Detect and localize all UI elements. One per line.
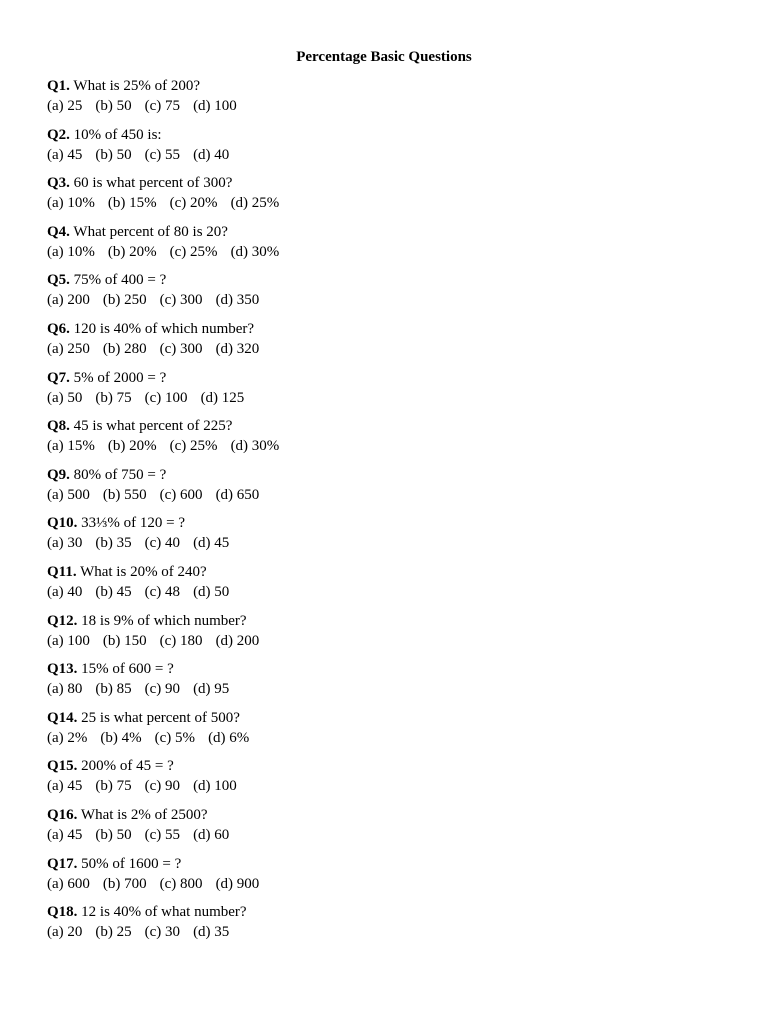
- question-item: [47, 270, 292, 319]
- answer-option: (b) 25: [95, 924, 132, 941]
- question-item: [47, 611, 292, 660]
- question-number: Q7.: [47, 369, 70, 386]
- question-item: [47, 222, 292, 271]
- question-line: [47, 854, 292, 874]
- answer-option: (c) 180: [159, 632, 203, 649]
- answer-option: (a) 500: [47, 486, 90, 503]
- answer-option: (c) 48: [144, 583, 181, 600]
- answer-option: (a) 45: [47, 146, 83, 163]
- answer-option: (c) 25%: [169, 243, 218, 260]
- answer-option: (c) 90: [144, 681, 181, 698]
- options-line: [47, 339, 292, 359]
- answer-option: (d) 35: [193, 924, 230, 941]
- answer-option: (c) 20%: [169, 195, 218, 212]
- question-line: [47, 416, 292, 436]
- question-number: Q6.: [47, 320, 70, 337]
- answer-option: (c) 300: [159, 340, 203, 357]
- answer-option: (d) 125: [200, 389, 245, 406]
- question-number: Q10.: [47, 515, 78, 532]
- answer-option: (a) 30: [47, 535, 83, 552]
- answer-option: (d) 30%: [230, 438, 280, 455]
- question-item: [47, 562, 292, 611]
- question-item: [47, 173, 292, 222]
- question-item: [47, 125, 292, 174]
- options-line: [47, 388, 292, 408]
- question-line: [47, 319, 292, 339]
- question-text: 33⅓% of 120 = ?: [81, 515, 186, 532]
- answer-option: (b) 150: [102, 632, 147, 649]
- question-item: [47, 368, 292, 417]
- answer-option: (a) 20: [47, 924, 83, 941]
- answer-option: (a) 40: [47, 583, 83, 600]
- answer-option: (d) 45: [193, 535, 230, 552]
- answer-option: (d) 6%: [208, 729, 250, 746]
- question-item: [47, 513, 292, 562]
- options-line: [47, 631, 292, 651]
- question-text: 45 is what percent of 225?: [73, 418, 233, 435]
- answer-option: (a) 100: [47, 632, 90, 649]
- answer-option: (b) 15%: [107, 195, 157, 212]
- answer-option: (d) 30%: [230, 243, 280, 260]
- question-number: Q17.: [47, 855, 78, 872]
- question-text: 75% of 400 = ?: [73, 272, 167, 289]
- answer-option: (a) 200: [47, 292, 90, 309]
- question-number: Q11.: [47, 563, 77, 580]
- page-title: Percentage Basic Questions: [296, 49, 472, 65]
- question-item: [47, 659, 292, 708]
- options-line: [47, 825, 292, 845]
- answer-option: (a) 10%: [47, 243, 95, 260]
- answer-option: (a) 25: [47, 98, 83, 114]
- question-text: 12 is 40% of what number?: [81, 904, 247, 921]
- question-number: Q13.: [47, 661, 78, 678]
- question-text: 18 is 9% of which number?: [81, 612, 247, 629]
- options-line: [47, 582, 292, 602]
- question-number: Q18.: [47, 904, 78, 921]
- question-text: 200% of 45 = ?: [81, 758, 174, 775]
- question-line: [47, 611, 292, 631]
- question-text: What is 20% of 240?: [80, 563, 207, 580]
- answer-option: (c) 5%: [154, 729, 196, 746]
- question-item: [47, 465, 292, 514]
- answer-option: (c) 40: [144, 535, 181, 552]
- question-text: 10% of 450 is:: [73, 126, 162, 143]
- question-line: [47, 465, 292, 485]
- question-line: [47, 76, 292, 96]
- options-line: [47, 145, 292, 165]
- options-line: [47, 290, 292, 310]
- question-text: 120 is 40% of which number?: [73, 320, 255, 337]
- question-text: 60 is what percent of 300?: [73, 175, 233, 192]
- question-text: 25 is what percent of 500?: [81, 709, 240, 726]
- question-text: 5% of 2000 = ?: [73, 369, 167, 386]
- question-text: What percent of 80 is 20?: [73, 223, 228, 240]
- answer-option: (b) 700: [102, 875, 147, 892]
- answer-option: (d) 60: [193, 826, 230, 843]
- question-text: 80% of 750 = ?: [73, 466, 167, 483]
- answer-option: (c) 55: [144, 826, 181, 843]
- question-line: [47, 173, 292, 193]
- question-item: [47, 76, 292, 125]
- question-number: Q8.: [47, 418, 70, 435]
- options-line: [47, 922, 292, 942]
- question-number: Q2.: [47, 126, 70, 143]
- answer-option: (b) 250: [102, 292, 147, 309]
- answer-option: (d) 200: [215, 632, 260, 649]
- question-line: [47, 902, 292, 922]
- question-number: Q16.: [47, 806, 78, 823]
- answer-option: (a) 45: [47, 778, 83, 795]
- answer-option: (b) 35: [95, 535, 132, 552]
- answer-option: (c) 90: [144, 778, 181, 795]
- answer-option: (b) 50: [95, 98, 132, 114]
- answer-option: (d) 40: [193, 146, 230, 163]
- question-line: [47, 513, 292, 533]
- answer-option: (d) 100: [193, 778, 237, 795]
- options-line: [47, 776, 292, 796]
- question-item: [47, 805, 292, 854]
- question-number: Q9.: [47, 466, 70, 483]
- answer-option: (a) 250: [47, 340, 90, 357]
- answer-option: (d) 100: [193, 98, 237, 114]
- question-number: Q5.: [47, 272, 70, 289]
- answer-option: (d) 900: [215, 875, 260, 892]
- answer-option: (b) 280: [102, 340, 147, 357]
- answer-option: (b) 75: [95, 778, 132, 795]
- question-line: [47, 659, 292, 679]
- question-item: [47, 708, 292, 757]
- options-line: [47, 874, 292, 894]
- answer-option: (c) 100: [144, 389, 188, 406]
- answer-option: (b) 50: [95, 826, 132, 843]
- answer-option: (d) 320: [215, 340, 260, 357]
- options-line: [47, 96, 292, 116]
- answer-option: (c) 30: [144, 924, 181, 941]
- question-line: [47, 756, 292, 776]
- question-item: [47, 756, 292, 805]
- options-line: [47, 242, 292, 262]
- answer-option: (b) 20%: [107, 243, 157, 260]
- answer-option: (a) 2%: [47, 729, 88, 746]
- answer-option: (a) 10%: [47, 195, 95, 212]
- answer-option: (a) 600: [47, 875, 90, 892]
- answer-option: (d) 650: [215, 486, 260, 503]
- question-number: Q15.: [47, 758, 78, 775]
- question-number: Q1.: [47, 78, 70, 94]
- question-line: [47, 270, 292, 290]
- question-line: [47, 562, 292, 582]
- answer-option: (c) 600: [159, 486, 203, 503]
- answer-option: (a) 15%: [47, 438, 95, 455]
- answer-option: (b) 4%: [100, 729, 142, 746]
- question-text: What is 2% of 2500?: [80, 806, 208, 823]
- answer-option: (b) 20%: [107, 438, 157, 455]
- answer-option: (b) 550: [102, 486, 147, 503]
- question-number: Q14.: [47, 709, 78, 726]
- answer-option: (c) 55: [144, 146, 181, 163]
- answer-option: (d) 95: [193, 681, 230, 698]
- options-line: [47, 193, 292, 213]
- answer-option: (a) 45: [47, 826, 83, 843]
- question-line: [47, 125, 292, 145]
- question-line: [47, 368, 292, 388]
- answer-option: (b) 50: [95, 146, 132, 163]
- answer-option: (d) 350: [215, 292, 260, 309]
- options-line: [47, 728, 292, 748]
- answer-option: (d) 25%: [230, 195, 280, 212]
- question-number: Q4.: [47, 223, 70, 240]
- answer-option: (c) 300: [159, 292, 203, 309]
- question-item: [47, 902, 292, 951]
- answer-option: (b) 45: [95, 583, 132, 600]
- question-number: Q12.: [47, 612, 78, 629]
- answer-option: (c) 800: [159, 875, 203, 892]
- answer-option: (c) 75: [144, 98, 181, 114]
- options-line: [47, 485, 292, 505]
- question-line: [47, 708, 292, 728]
- answer-option: (b) 85: [95, 681, 132, 698]
- question-text: What is 25% of 200?: [73, 78, 201, 94]
- question-line: [47, 805, 292, 825]
- answer-option: (b) 75: [95, 389, 132, 406]
- options-line: [47, 436, 292, 456]
- options-line: [47, 679, 292, 699]
- question-text: 50% of 1600 = ?: [81, 855, 182, 872]
- answer-option: (d) 50: [193, 583, 230, 600]
- question-item: [47, 319, 292, 368]
- answer-option: (a) 80: [47, 681, 83, 698]
- question-item: [47, 854, 292, 903]
- question-item: [47, 416, 292, 465]
- question-line: [47, 222, 292, 242]
- answer-option: (a) 50: [47, 389, 83, 406]
- options-line: [47, 533, 292, 553]
- question-text: 15% of 600 = ?: [81, 661, 174, 678]
- question-number: Q3.: [47, 175, 70, 192]
- question-list: [47, 76, 292, 951]
- answer-option: (c) 25%: [169, 438, 218, 455]
